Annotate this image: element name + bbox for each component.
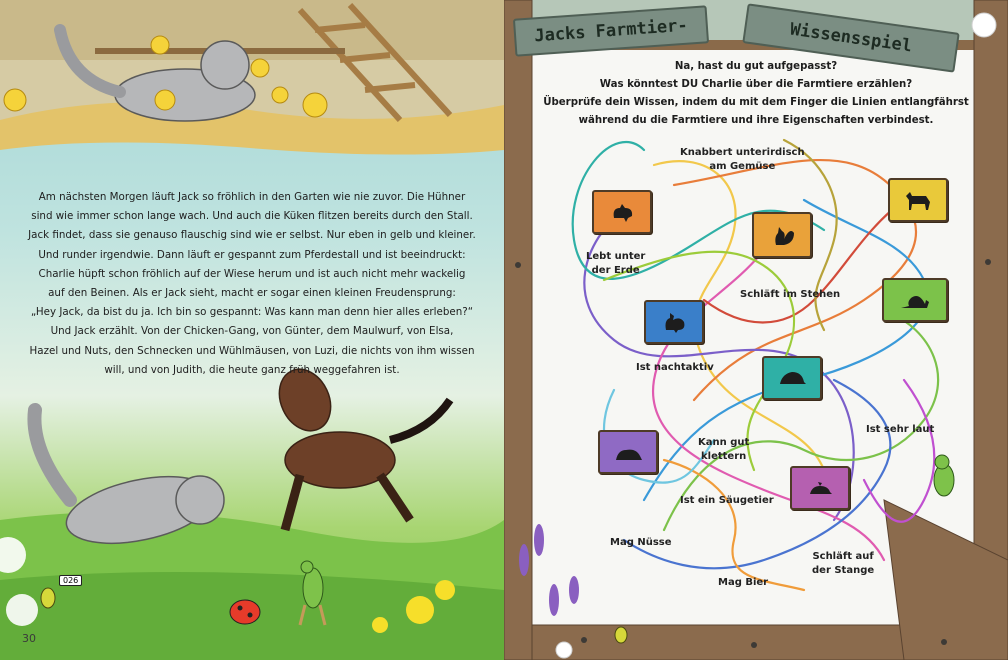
story-line: Hazel und Nuts, den Schnecken und Wühlmäusen, von Luzi, die nichts von ihm wissen	[29, 344, 475, 357]
instructions	[504, 58, 1008, 130]
mouse-icon	[804, 476, 836, 500]
label-klettern: Kann gut klettern	[698, 437, 750, 462]
chicken-icon	[606, 200, 638, 224]
hedgehog-icon	[776, 366, 808, 390]
label-knabbert: Knabbert unterirdisch am Gemüse	[680, 147, 805, 172]
intro-line: während du die Farmtiere und ihre Eigenschaften verbindest.	[578, 115, 934, 126]
story-line: will, und von Judith, die heute ganz früh weggefahren ist.	[104, 363, 400, 376]
foal	[270, 361, 450, 530]
page-badge: 026	[59, 575, 82, 586]
intro-line: Na, hast du gut aufgepasst?	[674, 61, 838, 72]
card-mole[interactable]	[598, 430, 658, 474]
card-rooster[interactable]	[644, 300, 704, 344]
card-horse[interactable]	[888, 178, 948, 222]
horse-icon	[902, 188, 934, 212]
label-sehr-laut: Ist sehr laut	[866, 424, 935, 435]
story-line: Und Jack erzählt. Von der Chicken-Gang, von Günter, dem Maulwurf, von Elsa,	[50, 325, 454, 338]
rooster-icon	[658, 310, 690, 334]
ladybug	[230, 600, 260, 624]
frog-bottom	[615, 627, 627, 643]
snail-icon	[899, 288, 931, 312]
story-line: „Hey Jack, da bist du ja. Ich bin so gespannt: Was kann man denn hier alles erleben?“	[30, 306, 474, 319]
small-frog	[41, 588, 55, 608]
label-lebt-unter-erde: Lebt unter der Erde	[586, 251, 646, 276]
story-line: auf den Beinen. Als er Jack sieht, macht er sogar einen kleinen Freudensprung:	[48, 287, 456, 300]
story-line: Und runder irgendwie. Dann läuft er gespannt zum Pferdestall und ist beeindruckt:	[38, 248, 466, 261]
label-stange: Schläft auf der Stange	[812, 551, 875, 576]
card-mouse[interactable]	[790, 466, 850, 510]
story-line: Jack findet, dass sie genauso flauschig sind wie er selbst. Nur eben in gelb und kleiner.	[28, 229, 476, 242]
card-squirrel[interactable]	[752, 212, 812, 258]
page-number: 30	[22, 632, 36, 645]
story-text	[22, 188, 482, 380]
label-bier: Mag Bier	[718, 577, 769, 588]
story-line: Charlie hüpft schon fröhlich auf der Wiese herum und ist auch nicht mehr wackelig	[38, 267, 466, 280]
intro-line: Überprüfe dein Wissen, indem du mit dem Finger die Linien entlangfährst	[543, 97, 969, 108]
right-page	[504, 0, 1008, 660]
label-schlaeft-stehen: Schläft im Stehen	[740, 289, 841, 300]
title-part2: Wissensspiel	[788, 19, 914, 57]
story-line: sind wie immer schon lange wach. Und auch die Küken flitzen bereits durch den Stall.	[31, 210, 473, 223]
label-nuesse: Mag Nüsse	[610, 537, 672, 548]
card-snail[interactable]	[882, 278, 948, 322]
card-hedgehog[interactable]	[762, 356, 822, 400]
title-part1: Jacks Farmtier-	[533, 15, 689, 47]
label-saeugetier: Ist ein Säugetier	[680, 495, 774, 506]
card-chicken[interactable]	[592, 190, 652, 234]
label-nachtaktiv: Ist nachtaktiv	[636, 362, 714, 373]
mole-icon	[612, 440, 644, 464]
story-line: Am nächsten Morgen läuft Jack so fröhlich in den Garten wie nie zuvor. Die Hühner	[38, 191, 466, 203]
squirrel-icon	[766, 223, 798, 247]
intro-line: Was könntest DU Charlie über die Farmtiere erzählen?	[599, 79, 913, 90]
